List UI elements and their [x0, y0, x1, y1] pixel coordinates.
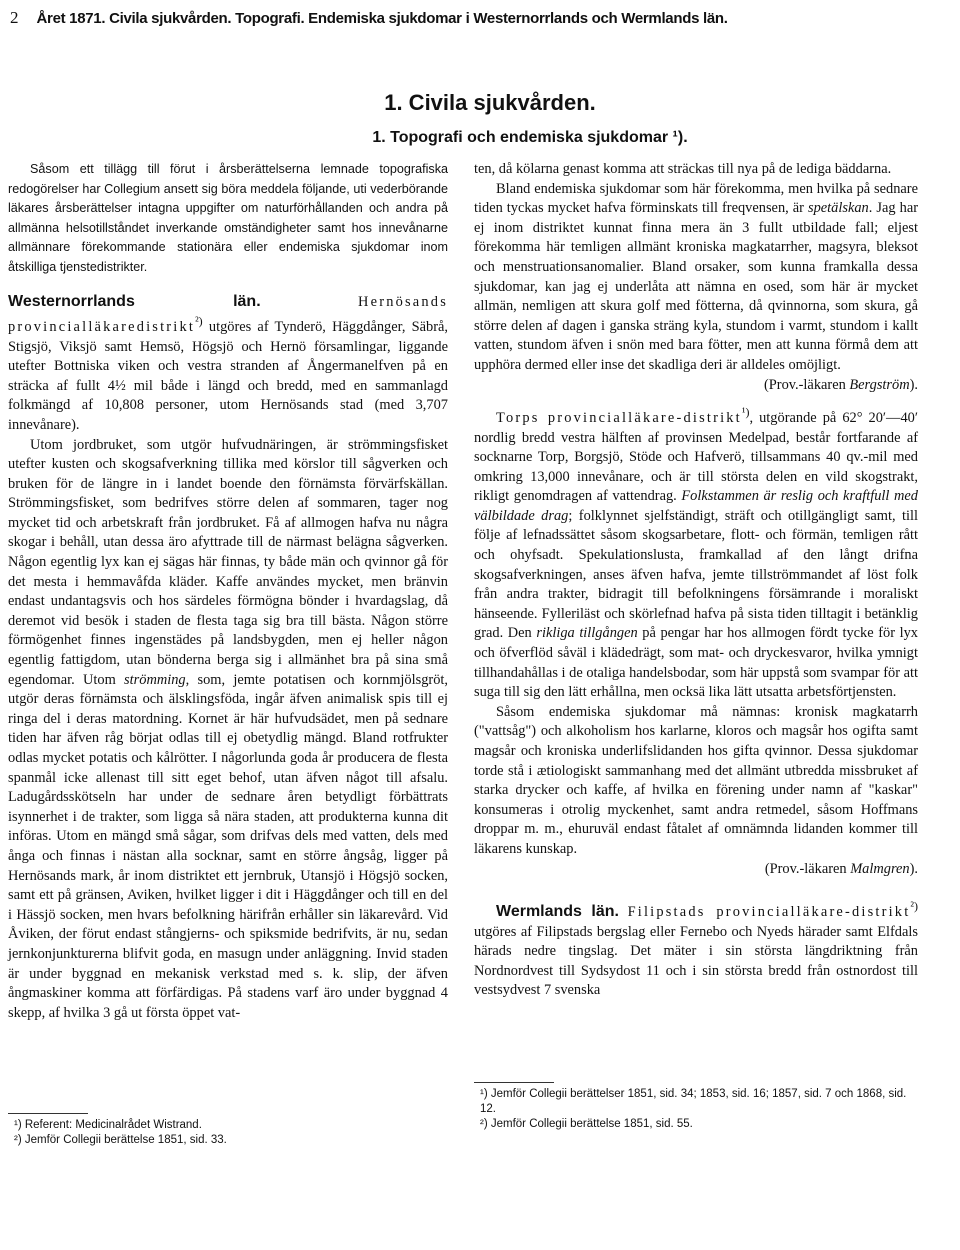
footnote-rule — [8, 1113, 88, 1114]
district-name: Torps provincialläkare-distrikt — [496, 409, 742, 426]
economy-paragraph — [8, 436, 448, 1024]
paragraph-text: utgöres af Filipstads bergslag eller Fernebo och Nyeds härader samt Elfdals härads nedre tingslag. Det mäter i sin största längdriktning från Nordnordvest till Sydsydost 11 och i sin största bredd från ostnordost till vestsydvest 7 svenska — [474, 923, 918, 999]
emphasis: rikliga tillgången — [536, 625, 638, 642]
paragraph-text: . Jag har ej inom distriktet kunnat finna mera än 3 fullt utbildade fall; eljest förekomma här temligen allmänt kroniska magkatarrher, magsyra, bleksot och menstruationsanomalier. Bland orsaker, som kunna framkalla dessa sjukdomar, kan jag ej underlåta att nämna en osed, som här är mycket allmän, nemligen att skura golf med fötterna, då qvinnorna, som skura, gå större delen af dagen i ganska sträng kyla, stundom i varmt, stundom i kallt vatten, stundom äfven i snön med bara fötter, men att kunna förmå dem att upphöra dermed eller inse det skadliga deri är alldeles omöjligt. — [474, 200, 918, 373]
paragraph-text: ; folklynnet sjelfständigt, sträft och otillgängligt samt, till följe af lefnadssättet såsom skogsarbetare, flott- och förmän, temligen rått och ohyfsadt. Spekulationslusta, framkallad af den långt drifna skogsafverkningen, anses äfven hafva, jemte tillströmmandet af löst folk från andra trakter, bidragit till befolkningens försämrande i moraliskt hänseende. Fylleriläst och skörlefnad hafva på sista tiden tilltagit i betänklig grad. Den — [474, 507, 918, 642]
hernosand-paragraph — [8, 292, 448, 436]
signature-malmgren — [474, 860, 918, 880]
signature-text: (Prov.-läkaren — [764, 376, 850, 393]
signature-text: ). — [909, 860, 918, 877]
footnote-ref: ²) — [195, 314, 203, 329]
diseases-paragraph — [474, 180, 918, 376]
wermland-heading: Wermlands län. — [496, 902, 619, 920]
district-name: Filipstads provincialläkare-distrikt — [627, 903, 911, 920]
paragraph-text: , som, jemte potatisen och kornmjölsgröt, utgör deras förnämsta och älsklingsföda, ingår äfven animalisk spis till ej ringa del i deras matordning. Kornet är här hufvudsädet, men på sednare tiden har äfven råg börjat odlas till ej obetydlig mängd. Bland rotfrukter odlas mycket potatis och kålrötter. I någorlunda goda år producera de flesta spanmål icke allenast till sitt eget behof, utan äfven något till afsalu. Ladugårdsskötseln har under de sednare åren betydligt förbättrats isynnerhet i de trakter, som ligga så nära staden, att produkterna kunna dit införas. Utom en mängd små sågar, som drifvas dels med vatten, dels med ånga och finnas i nästan alla socknar, samt en större ångsåg, ligger på Hernösands mark, år inom distriktet ett jernbruk, Utansjö i Högsjö socken, samt ett på gränsen, Aviken, hvilket ligger i dit i Häggdånger och till en del i Hässjö socken, men hvars befolkning härifrån erhåller sin läkarevård. Vid Åviken, der förut endast stångjerns- och spiksmide bedrifvits, är nu, sedan jernkonjunkturerna blifvit goda, en masugn under anläggning. Invid staden är under byggnad en mekanisk verkstad med s. k. slip, der äfven ångmaskiner komma att förfärdigas. På stadens varf äro under byggnad 4 skepp, af hvilka 3 gå ut första öppet vat- — [8, 671, 448, 1021]
paragraph-text: utgöres af Tynderö, Häggdånger, Säbrå, Stigsjö, Viksjö samt Hemsö, Högsjö och Hernö församlingar, liggande utefter Bottniska viken och vestra stranden af Ångermanelfven på en sträcka af fullt 4½ mil både i längd och bredd, med en sammanlagd folkmängd af 10,808 personer, utom Hernösands stad (med 3,707 innevånare). — [8, 318, 448, 433]
footnote-ref: ²) — [910, 899, 918, 914]
intro-paragraph: Såsom ett tillägg till förut i årsberättelserna lemnade topografiska redogörelser har Collegium ansett sig böra meddela följande, uti vederbörande läkares årsberättelser intagna uppgifter om naturförhållanden och andra på allmänna helsotillståndet inverkande omständigheter samt hos innevånarne allmännare förekommande stationära eller endemiska sjukdomar inom åtskilliga tjenstedistrikter. — [8, 162, 448, 274]
paragraph-text: Utom jordbruket, som utgör hufvudnäringen, är strömmingsfisket utefter kusten och skogsafverkning tillika med körslor till sågverken och bruken för de längre in i landet boende den förnämsta förvärfskällan. Strömmingsfisket, som bedrifves större delen af sommaren, tager nog mycket tid och arbetskraft från jordbruket. Få af allmogen hafva nu några skogar i behåll, utan dessa äro afyttrade till de närmast belägna sågverken. Någon egentlig lyx kan ej sägas här finnas, ty både män och qvinnor gå för det mesta i hemmavåfda kläder. Kaffe användes mycket, men bränvin endast undantagsvis och hos särdeles förmögna bönder i hvardagslag, då deremot vid besök i staden de flesta taga sig bra till bästa. Någon större förmögenhet finnes ingenstädes på landsbygden, men ej heller någon egentlig fattigdom, utan bönderna berga sig i allmänhet bra på sina små egendomar. Utom — [8, 436, 448, 688]
footnote: ¹) Referent: Medicinalrådet Wistrand. — [14, 1119, 202, 1131]
district-name: Hernösands provincialläkaredistrikt — [8, 293, 448, 335]
left-column — [8, 160, 448, 1023]
left-footnotes — [14, 1118, 444, 1148]
paragraph-text: Bland endemiska sjukdomar som här förekomma, men hvilka på sednare tiden tyckas mycket hafva förminskats till freqvensen, är — [474, 180, 918, 217]
emphasis: Folkstammen är reslig och kraftfull med välbildade drag — [474, 488, 918, 524]
running-header — [10, 8, 940, 28]
paragraph-text: , utgörande på 62° 20′—40′ nordlig bredd vestra hälften af provinsen Medelpad, består fortfarande af socknarne Torp, Borgsjö, Stöde och Hafverö, tillsammans 40 qv.-mil med omkring 13,000 innevånare, och är till största delen en vild skogstrakt, rikligt genomdragen af vattendrag. — [474, 409, 918, 505]
filipstad-paragraph — [474, 897, 918, 1001]
subsection-title: 1. Topografi och endemiska sjukdomar ¹). — [372, 129, 688, 146]
right-footnotes — [480, 1087, 920, 1132]
footnote: ²) Jemför Collegii berättelse 1851, sid. 33. — [14, 1134, 227, 1146]
signature-name: Malmgren — [850, 860, 910, 877]
footnote-rule — [474, 1082, 554, 1083]
signature-name: Bergström — [849, 376, 910, 393]
westernorrland-heading: Westernorrlands län. — [8, 292, 261, 310]
emphasis: spetälskan — [808, 200, 869, 217]
right-column — [474, 160, 918, 1001]
continuation-paragraph: ten, då kölarna genast komma att sträckas till nya på de lediga bäddarna. — [474, 161, 892, 177]
footnote: ²) Jemför Collegii berättelse 1851, sid. 55. — [480, 1118, 693, 1130]
footnote: ¹) Jemför Collegii berättelser 1851, sid. 34; 1853, sid. 16; 1857, sid. 7 och 1868, sid. 12. — [480, 1088, 907, 1115]
section-title: 1. Civila sjukvården. — [384, 90, 596, 115]
emphasis: strömming — [124, 671, 186, 688]
running-title: Året 1871. Civila sjukvården. Topografi. Endemiska sjukdomar i Westernorrlands och Wermlands län. — [36, 10, 728, 27]
signature-text: ). — [909, 376, 918, 393]
torp-diseases-paragraph: Såsom endemiska sjukdomar må nämnas: kronisk magkatarrh ("vattsåg") och alkoholism hos karlarne, kloros och magsår hos ogifta samt magsår och kroniska underlifslidanden hos gifta qvinnor. Dessa sjukdomar torde stå i ætiologiskt sammanhang med det allmänt utbredda missbruket af starka drycker och kaffe, af hvilka en förening under namn af "kaskar" konsumeras i otrolig myckenhet, samt andra retmedel, såsom Hoffmans droppar m. m., ehuruväl endast fåtalet af omnämnda lidanden kommer till läkarens kunskap. — [474, 703, 918, 857]
footnote-ref: ¹) — [741, 405, 750, 420]
page-number: 2 — [10, 8, 19, 27]
paragraph-text: på pengar har hos allmogen fördt tycke för lyx och öfverflöd såväl i klädedrägt, som mat- och dryckesvaror, hvilka ymnigt tillhandahållas i de otaliga handelsbodar, som här uppstå som svampar för att suga till sig den lätt erhållna, men ocksä lika lätt utsatta arbetsförtjensten. — [474, 625, 918, 701]
torp-paragraph — [474, 403, 918, 703]
signature-text: (Prov.-läkaren — [764, 860, 851, 877]
signature-bergstrom — [474, 376, 918, 396]
